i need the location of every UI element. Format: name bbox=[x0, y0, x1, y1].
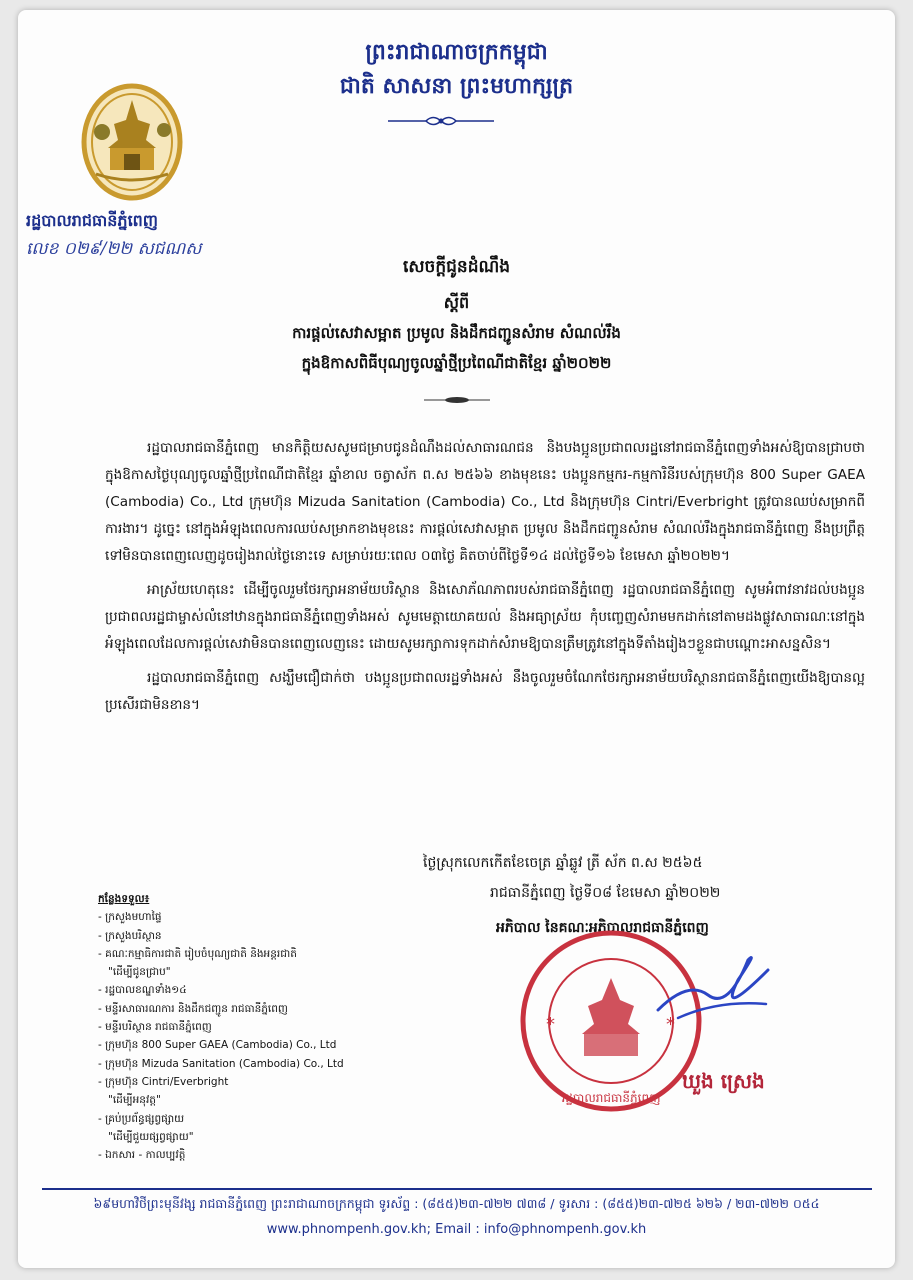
svg-text:*: * bbox=[666, 1014, 675, 1035]
subject-line-2: ក្នុងឱកាសពិធីបុណ្យចូលឆ្នាំថ្មីប្រពៃណីជាតិខ្មែរ ឆ្នាំ២០២២ bbox=[301, 354, 612, 372]
subject-label: ស្តីពី bbox=[443, 293, 470, 312]
recipient-item: - ក្រសួងមហាផ្ទៃ bbox=[98, 911, 162, 924]
lunar-date: ថ្ងៃស្រុកលេកកើតខែចេត្រ ឆ្នាំឆ្លូវ ត្រី ស័ក ព.ស ២៥៦៥ bbox=[423, 855, 703, 871]
document-page bbox=[18, 10, 895, 1268]
footer-address: ៦៩មហាវិថីព្រះមុនីវង្ស រាជធានីភ្នំពេញ ព្រះរាជាណាចក្រកម្ពុជា ទូរស័ព្ទ : (៨៥៥)២៣-៧២២ ៧៣៨ / ទូរសារ : (៨៥៥)២៣-៧២៥ ៦២៦ / ២៣-៧២២ ០៥៤ bbox=[93, 1196, 820, 1211]
footer-website-email: www.phnompenh.gov.kh; Email : info@phnompenh.gov.kh bbox=[266, 1222, 647, 1237]
recipient-item: - គណៈកម្មាធិការជាតិ រៀបចំបុណ្យជាតិ និងអន្តរជាតិ bbox=[98, 947, 297, 960]
recipient-item: - ឯកសារ - កាលប្បវត្តិ bbox=[98, 1149, 186, 1162]
signer-title: អភិបាល នៃគណៈអភិបាលរាជធានីភ្នំពេញ bbox=[496, 920, 709, 936]
footer-divider bbox=[42, 1188, 872, 1190]
recipients-heading: កន្លែងទទួល៖ bbox=[98, 893, 150, 905]
notice-title: សេចក្តីជូនដំណឹង bbox=[402, 257, 511, 277]
notice-body bbox=[105, 435, 865, 726]
city-seal-emblem-icon bbox=[80, 82, 184, 202]
recipient-item: - ក្រុមហ៊ុន Cintri/Everbright bbox=[98, 1075, 229, 1088]
recipient-purpose: "ដើម្បីជូនជ្រាប" bbox=[108, 966, 171, 979]
recipient-item: - គ្រប់ប្រព័ន្ធផ្សព្វផ្សាយ bbox=[98, 1112, 185, 1125]
recipient-item: - ក្រសួងបរិស្ថាន bbox=[98, 929, 162, 942]
subject-line-1: ការផ្តល់សេវាសម្អាត ប្រមូល និងដឹកជញ្ជូនសំរាម សំណល់រឹង bbox=[292, 324, 621, 342]
svg-text:*: * bbox=[546, 1014, 555, 1035]
issuing-authority: រដ្ឋបាលរាជធានីភ្នំពេញ bbox=[26, 211, 159, 230]
body-paragraph-1: រដ្ឋបាលរាជធានីភ្នំពេញ មានកិត្តិយសសូមជម្រាបជូនដំណឹងដល់សាធារណជន និងបងប្អូនប្រជាពលរដ្ឋនៅរាជធានីភ្នំពេញទាំងអស់ឱ្យបានជ្រាបថា ក្នុងឱកាសថ្ងៃបុណ្យចូលឆ្នាំថ្មីប្រពៃណីជាតិខ្មែរ ឆ្នាំខាល ចត្វាស័ក ព.ស ២៥៦៦ ខាងមុខនេះ បងប្អូនកម្មករ-កម្មការិនីរបស់ក្រុមហ៊ុន 800 Super GAEA (Cambodia) Co., Ltd ក្រុមហ៊ុន Mizuda Sanitation (Cambodia) Co., Ltd និងក្រុមហ៊ុន Cintri/Everbright ត្រូវបានឈប់សម្រាកពីការងារ។ ដូច្នេះ នៅក្នុងអំឡុងពេលការឈប់សម្រាកខាងមុខនេះ ការផ្តល់សេវាសម្អាត ប្រមូល និងដឹកជញ្ជូនសំរាម សំណល់រឹងក្នុងរាជធានីភ្នំពេញ នឹងប្រព្រឹត្តទៅមិនបានពេញលេញដូចរៀងរាល់ថ្ងៃនោះទេ សម្រាប់រយៈពេល ០៣ថ្ងៃ គិតចាប់ពីថ្ងៃទី១៤ ដល់ថ្ងៃទី១៦ ខែមេសា ឆ្នាំ២០២២។ bbox=[105, 440, 865, 564]
recipient-item: - មន្ទីរបរិស្ថាន រាជធានីភ្នំពេញ bbox=[98, 1021, 212, 1034]
signer-name: ឃួង ស្រេង bbox=[682, 1069, 765, 1093]
body-paragraph-3: រដ្ឋបាលរាជធានីភ្នំពេញ សង្ឃឹមជឿជាក់ថា បងប្អូនប្រជាពលរដ្ឋទាំងអស់ នឹងចូលរួមចំណែកថែរក្សាអនាម័យបរិស្ថានរាជធានីភ្នំពេញយើងឱ្យបានល្អប្រសើរជាមិនខាន។ bbox=[105, 670, 865, 713]
kingdom-heading: ព្រះរាជាណាចក្រកម្ពុជា bbox=[365, 39, 548, 65]
recipient-purpose: "ដើម្បីអនុវត្ត" bbox=[108, 1094, 161, 1107]
recipient-item: - ក្រុមហ៊ុន 800 Super GAEA (Cambodia) Co., Ltd bbox=[98, 1039, 337, 1052]
stamp-text: រដ្ឋបាលរាជធានីភ្នំពេញ bbox=[561, 1091, 661, 1105]
title-divider-icon bbox=[422, 395, 492, 405]
national-motto: ជាតិ សាសនា ព្រះមហាក្សត្រ bbox=[339, 73, 574, 99]
recipient-item: - រដ្ឋបាលខណ្ឌទាំង១៤ bbox=[98, 984, 187, 997]
recipients-list bbox=[98, 890, 398, 1164]
recipient-purpose: "ដើម្បីជួយផ្សព្វផ្សាយ" bbox=[108, 1130, 194, 1143]
handwritten-signature-icon bbox=[648, 940, 778, 1030]
recipient-item: - ក្រុមហ៊ុន Mizuda Sanitation (Cambodia) Co., Ltd bbox=[98, 1057, 344, 1070]
reference-number: លេខ ០២៩/២២ សជណស bbox=[26, 239, 202, 259]
body-paragraph-2: អាស្រ័យហេតុនេះ ដើម្បីចូលរួមថែរក្សាអនាម័យបរិស្ថាន និងសោភ័ណភាពរបស់រាជធានីភ្នំពេញ រដ្ឋបាលរាជធានីភ្នំពេញ សូមអំពាវនាវដល់បងប្អូនប្រជាពលរដ្ឋជាម្ចាស់លំនៅឋានក្នុងរាជធានីភ្នំពេញទាំងអស់ សូមមេត្តាយោគយល់ និងអធ្យាស្រ័យ កុំបញ្ចេញសំរាមមកដាក់នៅតាមដងផ្លូវសាធារណៈនៅក្នុងអំឡុងពេលដែលការផ្តល់សេវាមិនបានពេញលេញនេះ ដោយសូមរក្សាការទុកដាក់សំរាមឱ្យបានត្រឹមត្រូវនៅក្នុងទីតាំងរៀងៗខ្លួនជាបណ្តោះអាសន្នសិន។ bbox=[105, 582, 865, 652]
solar-date: រាជធានីភ្នំពេញ ថ្ងៃទី០៨ ខែមេសា ឆ្នាំ២០២២ bbox=[490, 885, 721, 901]
ornament-divider-icon bbox=[386, 114, 496, 128]
recipient-item: - មន្ទីរសាធារណការ និងដឹកជញ្ជូន រាជធានីភ្នំពេញ bbox=[98, 1002, 288, 1015]
